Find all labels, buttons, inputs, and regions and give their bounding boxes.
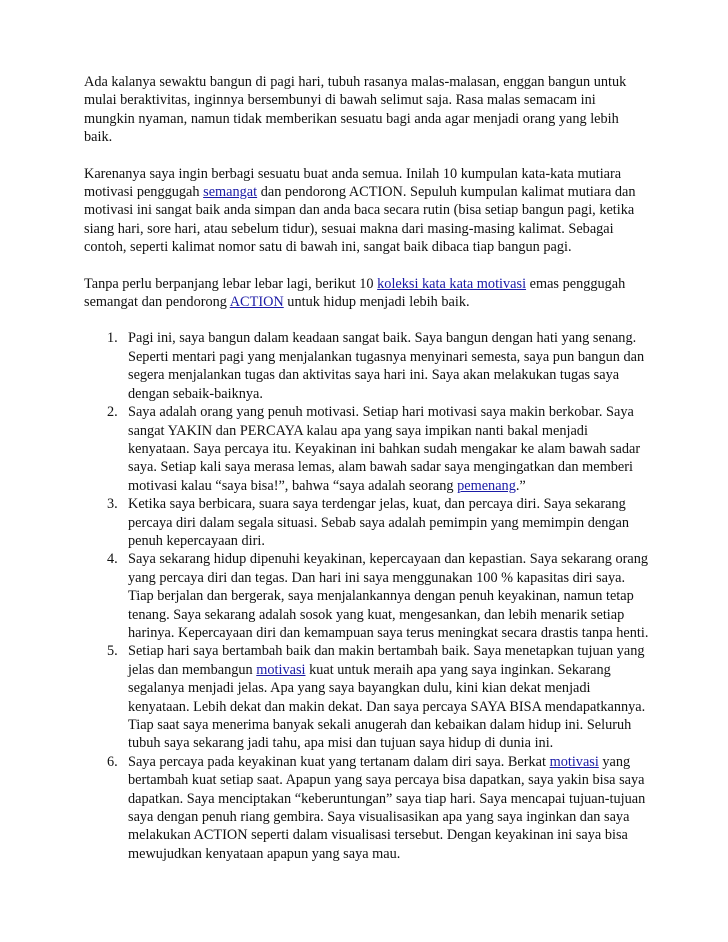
list-item-number: 1. (107, 330, 118, 347)
list-item-text-after: kuat untuk meraih apa yang saya inginkan. Sekarang segalanya menjadi jelas. Apa yang saya bayangkan dulu, kini kian dekat menjadi kenyataan. Lebih dekat dan makin dekat. Dan saya percaya SAYA BISA mendapatkannya. Tiap saat saya menerima banyak sekali anugerah dan kebaikan dalam hidup ini. Seluruh tubuh saya sekarang jadi tahu, apa misi dan tujuan saya hidup di dunia ini. (128, 661, 646, 752)
list-item (84, 550, 650, 642)
context-text-after: dan pendorong ACTION. Sepuluh kumpulan kalimat mutiara dan motivasi ini sangat baik anda simpan dan anda baca secara rutin (bisa setiap bangun pagi, ketika siang hari, sore hari, atau sebelum tidur), sesuai makna dari masing-masing kalimat. Sebagai contoh, seperti kalimat nomor satu di bawah ini, sangat baik dibaca tiap bangun pagi. (84, 184, 636, 256)
intro-text: Ada kalanya sewaktu bangun di pagi hari, tubuh rasanya malas-malasan, enggan bangun untuk mulai beraktivitas, inginnya bersembunyi di bawah selimut saja. Rasa malas semacam ini mungkin nyaman, namun tidak memberikan sesuatu bagi anda agar menjadi orang yang lebih baik. (84, 74, 627, 146)
list-item (84, 753, 650, 863)
list-item-text-before: Setiap hari saya bertambah baik dan makin bertambah baik. Saya menetapkan tujuan yang jelas dan membangun (128, 643, 645, 678)
list-item-text: Pagi ini, saya bangun dalam keadaan sangat baik. Saya bangun dengan hati yang senang. Seperti mentari pagi yang menjalankan tugasnya menyinari semesta, saya pun bangun dan segera menjalankan tugas dan aktivitas saya hari ini. Saya akan melakukan tugas saya dengan sebaik-baiknya. (128, 330, 645, 402)
lead-in-text-middle: emas penggugah semangat dan pendorong (84, 275, 626, 311)
list-item (84, 329, 650, 403)
context-text-before: Karenanya saya ingin berbagi sesuatu buat anda semua. Inilah 10 kumpulan kata-kata mutiara motivasi penggugah (84, 165, 622, 201)
list-item (84, 642, 650, 752)
list-item (84, 403, 650, 495)
list-item (84, 495, 650, 550)
motivasi-link[interactable]: motivasi (549, 753, 599, 770)
list-item-number: 5. (107, 643, 118, 660)
koleksi-kata-motivasi-link[interactable]: koleksi kata kata motivasi (377, 275, 527, 292)
semangat-link[interactable]: semangat (203, 184, 258, 201)
lead-in-text-before: Tanpa perlu berpanjang lebar lebar lagi, berikut 10 (84, 275, 378, 292)
list-item-text: Saya sekarang hidup dipenuhi keyakinan, kepercayaan dan kepastian. Saya sekarang orang yang percaya diri dan tegas. Dan hari ini saya menggunakan 100 % kapasitas diri saya. Tiap berjalan dan bergerak, saya menjalankannya dengan penuh keyakinan, namun tetap tenang. Saya sekarang adalah sosok yang kuat, mengesankan, dan lebih menarik setiap harinya. Kepercayaan diri dan kemampuan saya terus meningkat secara drastis tanpa henti. (128, 551, 649, 641)
list-item-text: Ketika saya berbicara, suara saya terdengar jelas, kuat, dan percaya diri. Saya sekarang percaya diri dalam segala situasi. Sebab saya adalah pemimpin yang memimpin dengan penuh kepercayaan diri. (128, 496, 630, 549)
list-item-text-before: Saya adalah orang yang penuh motivasi. Setiap hari motivasi saya makin berkobar. Saya sangat YAKIN dan PERCAYA kalau apa yang saya impikan nanti bakal menjadi kenyataan. Saya percaya itu. Keyakinan ini bahkan sudah mengakar ke alam bawah sadar saya. Setiap kali saya merasa lemas, alam bawah sadar saya mengingatkan dan memberi motivasi kalau “saya bisa!”, bahwa “saya adalah seorang (128, 404, 641, 494)
list-item-text-after: .” (515, 477, 526, 494)
pemenang-link[interactable]: pemenang (457, 477, 516, 494)
list-item-number: 4. (107, 551, 118, 568)
list-item-number: 3. (107, 496, 118, 513)
context-paragraph (84, 165, 650, 257)
motivasi-link[interactable]: motivasi (256, 661, 306, 678)
lead-in-text-after: untuk hidup menjadi lebih baik. (283, 294, 470, 311)
list-item-number: 6. (107, 753, 118, 770)
motivation-list (84, 329, 650, 863)
action-link[interactable]: ACTION (229, 294, 284, 311)
intro-paragraph (84, 73, 650, 147)
list-item-number: 2. (107, 404, 118, 421)
list-item-text-before: Saya percaya pada keyakinan kuat yang tertanam dalam diri saya. Berkat (128, 753, 550, 770)
document-page (84, 73, 650, 863)
lead-in-paragraph (84, 275, 650, 312)
list-item-text-after: yang bertambah kuat setiap saat. Apapun yang saya percaya bisa dapatkan, saya yakin bisa saya dapatkan. Saya menciptakan “keberuntungan” saya tiap hari. Saya mencapai tujuan-tujuan saya dengan penuh riang gembira. Saya visualisasikan apa yang saya inginkan dan saya melakukan ACTION seperti dalam visualisasi tersebut. Dengan keyakinan ini saya bisa mewujudkan kenyataan apapun yang saya mau. (128, 753, 646, 862)
